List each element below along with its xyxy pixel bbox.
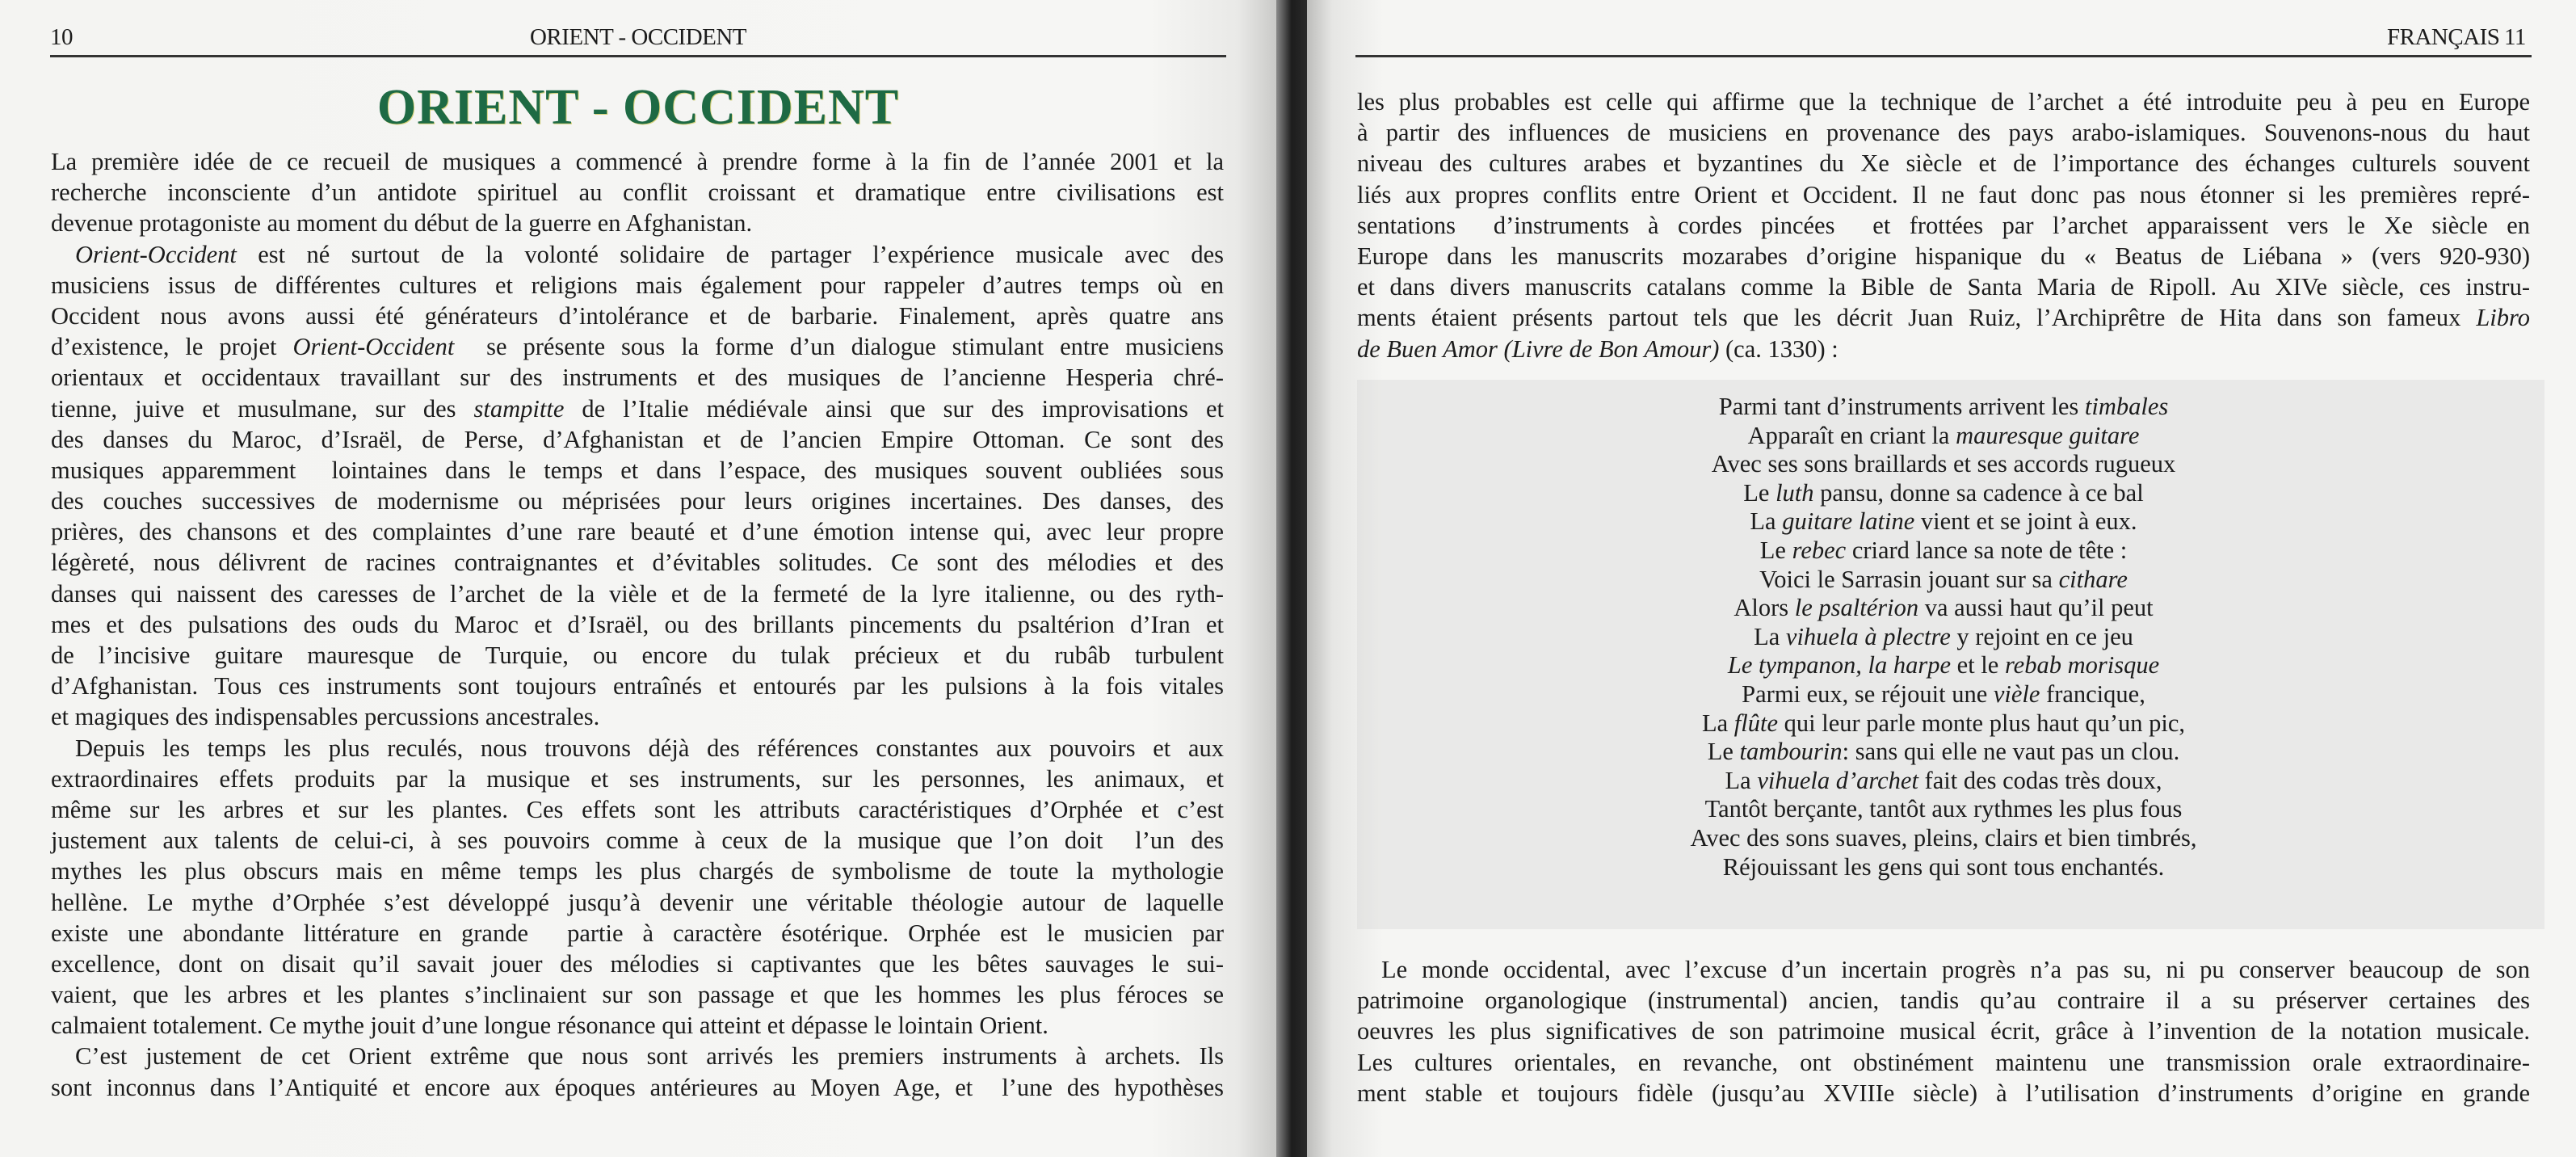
italic-text-run: Orient-Occident [292, 333, 455, 361]
text-run: : sans qui elle ne vaut pas un clou. [1842, 738, 2180, 766]
book-gutter [1276, 0, 1307, 1157]
left-body-text [51, 146, 1224, 1103]
text-line [1357, 241, 2530, 271]
text-line [1357, 1016, 2530, 1046]
text-line [1357, 117, 2530, 148]
italic-text-run: guitare latine [1782, 507, 1915, 536]
text-run: vaient, que les arbres et les plantes s’inclinaient sur son passage et que les hommes les plus féroces se [51, 981, 1224, 1009]
text-run: de l’incisive guitare mauresque de Turquie, ou encore du tulak précieux et du rubâb turbulent [51, 642, 1224, 669]
text-run: Avec des sons suaves, pleins, clairs et bien timbrés, [1690, 823, 2197, 852]
text-run: fait des codas très doux, [1918, 766, 2162, 794]
text-run: criard lance sa note de tête : [1846, 536, 2128, 564]
text-run: vient et se joint à eux. [1914, 507, 2137, 536]
text-line [1357, 985, 2530, 1016]
text-line [51, 764, 1224, 794]
text-run: d’Afghanistan. Tous ces instruments sont toujours entraînés et entourés par les pulsions à la fois vitales [51, 672, 1224, 701]
text-line [1357, 179, 2530, 210]
text-run: les plus probables est celle qui affirme que la technique de l’archet a été introduite peu à peu en Europe [1357, 88, 2530, 116]
text-line [1357, 954, 2530, 985]
italic-text-run: vihuela d’archet [1757, 766, 1918, 794]
text-run: Alors [1733, 594, 1795, 622]
paragraph [51, 733, 1224, 1041]
italic-text-run: mauresque guitare [1956, 421, 2140, 449]
italic-text-run: vihuela à plectre [1785, 622, 1951, 650]
right-closing-paragraph [1357, 954, 2530, 1109]
italic-text-run: Libro [2476, 304, 2530, 332]
text-line [1357, 422, 2530, 451]
text-line [51, 547, 1224, 578]
text-run: mythes les plus obscurs mais en même temps les plus chargés de symbolisme de toute la mythologie [51, 857, 1224, 886]
text-line [51, 362, 1224, 393]
text-line [1357, 536, 2530, 566]
text-run: justement aux talents de celui-ci, à ses pouvoirs comme à ceux de la musique que l’on doit l’un des [51, 827, 1224, 855]
page-number-right: 11 [2504, 24, 2526, 50]
paragraph [51, 239, 1224, 733]
text-line [1357, 767, 2530, 796]
italic-text-run: de Buen Amor (Livre de Bon Amour) [1357, 334, 1720, 363]
text-run: musiciens issus de différentes cultures et religions mais également pour rappeler d’autres temps où en [51, 271, 1224, 299]
text-line [51, 208, 1224, 238]
text-line [51, 146, 1224, 177]
running-head-left: ORIENT - OCCIDENT [529, 24, 747, 50]
text-run: y rejoint en ce jeu [1950, 622, 2133, 650]
header-rule [1355, 55, 2532, 57]
text-run: de l’Italie médiévale ainsi que sur des improvisations et [564, 394, 1224, 423]
text-run: Le monde occidental, avec l’excuse d’un incertain progrès n’a pas su, ni pu conserver beaucoup de son [1381, 956, 2530, 983]
text-run: Les cultures orientales, en revanche, ont obstinément maintenu une transmission orale extraordinaire- [1357, 1048, 2530, 1076]
italic-text-run: le psaltérion [1794, 594, 1919, 622]
italic-text-run: rebab morisque [2004, 651, 2160, 679]
text-run: extraordinaires effets produits par la musique et ses instruments, sur les personnes, les animaux, et [51, 764, 1224, 793]
text-run: Europe dans les manuscrits mozarabes d’origine hispanique du « Beatus de Liébana » (vers 920-930) [1357, 242, 2530, 270]
text-run: ment stable et toujours fidèle (jusqu’au XVIIIe siècle) à l’utilisation d’instruments d’origine en grande [1357, 1079, 2530, 1107]
text-run: C’est justement de cet Orient extrême que nous sont arrivés les premiers instruments à archets. Ils [75, 1042, 1224, 1071]
text-line [51, 671, 1224, 701]
text-run: oeuvres les plus significatives de son patrimoine musical écrit, grâce à l’invention de la notation musicale. [1357, 1017, 2530, 1046]
text-line [51, 516, 1224, 547]
text-line [1357, 709, 2530, 738]
italic-text-run: vièle [1993, 679, 2040, 708]
italic-text-run: Le tympanon, la harpe [1727, 651, 1952, 679]
text-line [1357, 271, 2530, 302]
text-line [51, 701, 1224, 732]
text-run: musiques apparemment lointaines dans le temps et dans l’espace, des musiques souvent oubliées sous [51, 456, 1224, 484]
text-line [51, 609, 1224, 640]
text-run: (ca. 1330) : [1719, 334, 1838, 363]
text-run: prières, des chansons et des complaintes d’une rare beauté et d’une émotion intense qui, avec leur propre [51, 518, 1224, 546]
header-rule [50, 55, 1226, 57]
text-run: va aussi haut qu’il peut [1918, 594, 2154, 622]
text-line [1357, 824, 2530, 853]
text-run: et magiques des indispensables percussions ancestrales. [51, 703, 600, 731]
text-line [1357, 210, 2530, 241]
text-run: patrimoine organologique (instrumental) ancien, tandis qu’au contraire il a su préserver certaines des [1357, 987, 2530, 1015]
text-line [1357, 795, 2530, 824]
italic-text-run: tambourin [1739, 738, 1843, 766]
text-run: Avec ses sons braillards et ses accords rugueux [1711, 450, 2176, 478]
text-run: La [1750, 507, 1783, 536]
text-line [51, 856, 1224, 886]
text-line [1357, 651, 2530, 680]
text-line [51, 177, 1224, 208]
text-run: Apparaît en criant la [1747, 421, 1956, 449]
text-run: se présente sous la forme d’un dialogue stimulant entre musiciens [454, 333, 1224, 361]
italic-text-run: flûte [1733, 709, 1779, 737]
text-line [1357, 450, 2530, 479]
text-line [51, 578, 1224, 609]
italic-text-run: timbales [2084, 393, 2169, 420]
text-line [1357, 680, 2530, 709]
text-run: même sur les arbres et sur les plantes. Ces effets sont les attributs caractéristiques d’Orphée et c’est [51, 795, 1224, 823]
paragraph [51, 1041, 1224, 1102]
text-line [1357, 302, 2530, 333]
text-line [51, 486, 1224, 516]
text-line [1357, 1047, 2530, 1078]
text-run: La [1725, 766, 1758, 794]
italic-text-run: rebec [1792, 536, 1847, 564]
text-run: Le [1759, 536, 1792, 564]
text-run: orientaux et occidentaux travaillant sur des instruments et des musiques de l’ancienne Hesperia chré- [51, 364, 1224, 392]
text-line [1357, 623, 2530, 652]
text-line [51, 825, 1224, 856]
text-line [51, 887, 1224, 918]
italic-text-run: Orient-Occident [75, 240, 237, 268]
text-run: existe une abondante littérature en grande partie à caractère ésotérique. Orphée est le musicien par [51, 919, 1224, 947]
text-run: mes et des pulsations des ouds du Maroc et d’Israël, ou des brillants pincements du psaltérion d’Iran et [51, 610, 1224, 638]
text-run: Depuis les temps les plus reculés, nous trouvons déjà des références constantes aux pouvoirs et aux [75, 734, 1224, 762]
text-line [51, 301, 1224, 331]
text-line [1357, 334, 2530, 364]
text-run: francique, [2040, 679, 2145, 708]
text-run: hellène. Le mythe d’Orphée s’est développé jusqu’à devenir une véritable théologie autour de laquelle [51, 888, 1224, 916]
italic-text-run: stampitte [473, 394, 565, 423]
text-run: Voici le Sarrasin jouant sur sa [1759, 565, 2059, 593]
text-run: sentations d’instruments à cordes pincées et frottées par l’archet apparaissent vers le Xe siècle en [1357, 211, 2530, 239]
text-line [51, 979, 1224, 1010]
text-run: La [1702, 709, 1734, 737]
text-line [1357, 148, 2530, 179]
text-line [51, 270, 1224, 301]
italic-text-run: cithare [2058, 565, 2128, 593]
text-run: Le [1707, 738, 1740, 766]
text-line [1357, 507, 2530, 536]
text-run: d’existence, le projet [51, 333, 293, 361]
text-line [51, 733, 1224, 764]
text-run: des danses du Maroc, d’Israël, de Perse, d’Afghanistan et de l’ancien Empire Ottoman. Ce sont des [51, 425, 1224, 453]
text-run: et dans divers manuscrits catalans comme la Bible de Santa Maria de Ripoll. Au XIVe siècle, ces instru- [1357, 273, 2530, 301]
text-line [51, 424, 1224, 455]
page-number-left: 10 [50, 24, 73, 50]
text-line [51, 1072, 1224, 1103]
text-line [51, 918, 1224, 949]
text-line [1357, 566, 2530, 595]
text-run: sont inconnus dans l’Antiquité et encore aux époques antérieures au Moyen Age, et l’une des hypothèses [51, 1073, 1224, 1101]
text-run: et le [1951, 651, 2005, 679]
text-run: qui leur parle monte plus haut qu’un pic, [1778, 709, 2185, 737]
text-line [51, 455, 1224, 486]
text-line [1357, 479, 2530, 508]
right-intro-paragraph [1357, 86, 2530, 364]
text-line [1357, 393, 2530, 422]
text-run: Tantôt berçante, tantôt aux rythmes les plus fous [1704, 795, 2183, 823]
text-run: Le [1743, 478, 1776, 507]
text-run: tienne, juive et musulmane, sur des [51, 394, 474, 423]
text-run: légèreté, nous délivrent de racines contraignantes et d’évitables solitudes. Ce sont des mélodies et des [51, 549, 1224, 577]
text-line [1357, 738, 2530, 767]
text-line [51, 239, 1224, 270]
text-run: Occident nous avons aussi été générateurs d’intolérance et de barbarie. Finalement, après quatre ans [51, 301, 1224, 330]
text-run: ments étaient présents partout tels que les décrit Juan Ruiz, l’Archiprêtre de Hita dans son fameux [1357, 304, 2477, 332]
text-line [51, 1010, 1224, 1041]
poem [1357, 393, 2530, 881]
text-run: liés aux propres conflits entre Orient et Occident. Il ne faut donc pas nous étonner si les premières repré- [1357, 180, 2530, 208]
running-head-right: FRANÇAIS [2387, 24, 2500, 50]
text-line [51, 640, 1224, 671]
text-run: excellence, dont on disait qu’il savait jouer des mélodies si captivantes que les bêtes sauvages le sui- [51, 949, 1224, 978]
text-line [1357, 594, 2530, 623]
paragraph [51, 146, 1224, 239]
text-line [51, 393, 1224, 424]
text-line [51, 794, 1224, 825]
text-run: niveau des cultures arabes et byzantines du Xe siècle et de l’importance des échanges culturels souvent [1357, 149, 2530, 178]
text-run: Parmi tant d’instruments arrivent les [1718, 393, 2085, 420]
text-run: recherche inconsciente d’un antidote spirituel au conflit croissant et dramatique entre civilisations est [51, 179, 1224, 207]
text-line [1357, 853, 2530, 882]
left-page [0, 0, 1276, 1157]
text-run: Réjouissant les gens qui sont tous enchantés. [1722, 852, 2165, 881]
text-run: à partir des influences de musiciens en provenance des pays arabo-islamiques. Souvenons-nous du haut [1357, 119, 2530, 147]
text-line [51, 1041, 1224, 1071]
text-run: devenue protagoniste au moment du début de la guerre en Afghanistan. [51, 209, 753, 238]
page-title: ORIENT - OCCIDENT [376, 80, 900, 135]
text-run: La première idée de ce recueil de musiques a commencé à prendre forme à la fin de l’année 2001 et la [51, 148, 1224, 175]
text-run: Parmi eux, se réjouit une [1742, 679, 1994, 708]
text-run: des couches successives de modernisme ou méprisées pour leurs origines incertaines. Des danses, des [51, 487, 1224, 515]
text-run: calmaient totalement. Ce mythe jouit d’une longue résonance qui atteint et dépasse le lointain Orient. [51, 1012, 1048, 1040]
text-line [51, 949, 1224, 979]
text-run: La [1754, 622, 1786, 650]
text-run: est né surtout de la volonté solidaire de partager l’expérience musicale avec des [236, 240, 1224, 268]
text-run: pansu, donne sa cadence à ce bal [1813, 478, 2144, 507]
italic-text-run: luth [1775, 478, 1814, 507]
text-line [51, 331, 1224, 362]
text-line [1357, 86, 2530, 117]
text-line [1357, 1078, 2530, 1109]
text-run: danses qui naissent des caresses de l’archet de la vièle et de la fermeté de la lyre italienne, ou des ryth- [51, 579, 1224, 608]
